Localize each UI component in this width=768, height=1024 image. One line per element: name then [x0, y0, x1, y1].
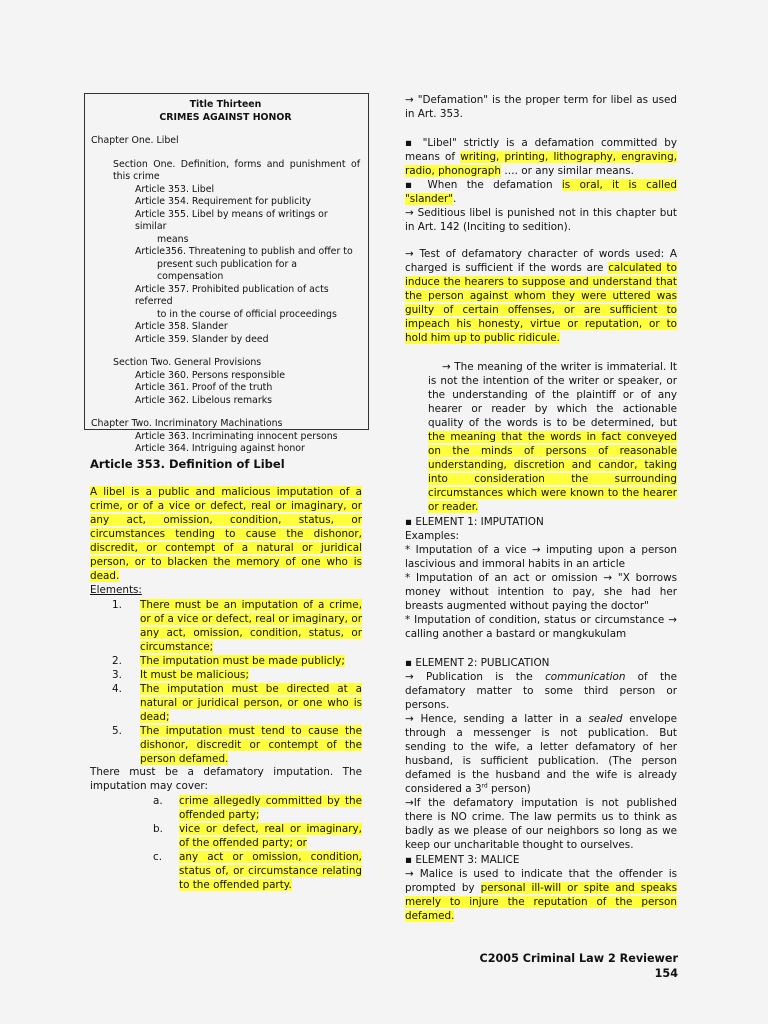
toc-article-label: Article 359. Slander by deed [135, 333, 269, 345]
toc-article [91, 395, 360, 408]
sealed-text: → Hence, sending a latter in a [405, 713, 589, 725]
defamatory-test-highlight: calculated to induce the hearers to suppose and understand that the person against whom they were uttered was guilty of certain offenses, or are sufficient to impeach his honesty, virtue or reputation, or to hold him up to public ridicule. [405, 262, 677, 344]
toc-article [91, 196, 360, 209]
list-number: 1. [112, 599, 122, 611]
list-text: crime allegedly committed by the offended party; [179, 795, 362, 821]
writer-meaning-text: → The meaning of the writer is immaterial. It is not the intention of the writer or speaker, or the understanding of the plaintiff or of any hearer or reader by which the actionable quality of the words is to be determined, but [428, 361, 677, 429]
list-number: c. [153, 851, 163, 863]
toc-section-two-articles [91, 370, 360, 408]
element-item [106, 654, 362, 668]
element-item [106, 724, 362, 766]
article-353-heading: Article 353. Definition of Libel [90, 457, 285, 471]
cover-item [153, 850, 362, 892]
element-2-sealed-envelope [405, 712, 677, 796]
sealed-emphasis: sealed [588, 713, 623, 725]
toc-article-label: Article 361. Proof of the truth [135, 382, 273, 393]
element-2-block [405, 656, 677, 852]
list-number: a. [153, 795, 163, 807]
element-1-example-act: * Imputation of an act or omission → "X borrows money without intention to pay, she had her breasts augmented without paying the doctor" [405, 572, 677, 612]
toc-subtitle: CRIMES AGAINST HONOR [159, 111, 292, 123]
element-item [106, 668, 362, 682]
toc-article [91, 382, 360, 395]
toc-article-label: Article 354. Requirement for publicity [135, 196, 312, 207]
toc-article [91, 246, 360, 284]
toc-article-label: Article356. Threatening to publish and offer to [135, 246, 353, 257]
page-footer [480, 951, 679, 981]
list-text: vice or defect, real or imaginary, of the offended party; or [179, 823, 362, 849]
list-text: The imputation must tend to cause the dishonor, discredit or contempt of the person defamed. [140, 725, 362, 765]
toc-chapter-two: Chapter Two. Incriminatory Machinations [91, 418, 283, 429]
toc-article [91, 431, 360, 444]
element-3-title: ▪ ELEMENT 3: MALICE [405, 854, 520, 866]
defamatory-test-text: → Test of defamatory character of words used: A charged is sufficient if the words are [405, 248, 677, 274]
toc-section-one-articles [91, 184, 360, 347]
malice-highlight: personal ill-will or spite and speaks merely to injure the reputation of the person defamed. [405, 882, 677, 922]
element-3-malice [405, 867, 677, 923]
publication-def-text: → Publication is the [405, 671, 546, 683]
list-text: It must be malicious; [140, 669, 249, 681]
element-1-block [405, 515, 677, 641]
list-text: The imputation must be made publicly; [140, 655, 345, 667]
element-2-no-crime: →If the defamatory imputation is not published there is NO crime. The law permits us to think as badly as we please of our neighbors so long as we keep our uncharitable thought to ourselves. [405, 797, 677, 851]
toc-article [91, 209, 360, 247]
toc-article-label: Article 362. Libelous remarks [135, 394, 273, 406]
toc-article-label: Article 353. Libel [135, 183, 215, 195]
toc-article-label: Article 360. Persons responsible [135, 369, 286, 381]
sealed-tail: person) [487, 783, 531, 795]
defamation-note: → "Defamation" is the proper term for libel as used in Art. 353. [405, 94, 677, 120]
libel-means-note [405, 136, 677, 206]
toc-section-one: Section One. Definition, forms and punishment of this crime [113, 158, 360, 182]
libel-means-highlight: writing, printing, lithography, engraving, radio, phonograph [405, 151, 677, 177]
toc-chapter-two-articles [91, 431, 360, 456]
toc-article [91, 321, 360, 334]
toc-article-label: Article 358. Slander [135, 321, 228, 332]
toc-article-label: Article 363. Incriminating innocent persons [135, 430, 338, 442]
element-3-block [405, 853, 677, 923]
element-2-publication-def [405, 670, 677, 712]
defamatory-test-note [405, 247, 677, 345]
list-text: The imputation must be directed at a natural or juridical person, or one who is dead; [140, 683, 362, 723]
table-of-contents-box [84, 93, 369, 454]
writer-meaning-highlight: the meaning that the words in fact conveyed on the minds of persons of reasonable understanding, discretion and candor, taking into consideration the surrounding circumstances which were known to the hearer or reader. [428, 431, 677, 513]
slander-highlight: is oral, it is called "slander" [405, 179, 677, 205]
toc-article-continuation: present such publication for a compensation [157, 258, 298, 282]
toc-title: Title Thirteen [189, 99, 262, 110]
list-number: 5. [112, 725, 122, 737]
elements-list [106, 598, 362, 766]
seditious-libel-note: → Seditious libel is punished not in this chapter but in Art. 142 (Inciting to sedition). [405, 207, 677, 233]
element-1-example-vice: * Imputation of a vice → imputing upon a person lascivious and immoral habits in an article [405, 544, 677, 570]
libel-definition [90, 485, 362, 583]
page-number: 154 [654, 967, 678, 980]
libel-means-tail: …. or any similar means. [500, 165, 634, 177]
writer-meaning-note [428, 360, 677, 514]
list-number: b. [153, 823, 163, 835]
malice-text: → Malice is used to indicate that the offender is prompted by [405, 868, 677, 894]
toc-chapter-one: Chapter One. Libel [91, 135, 179, 146]
sealed-middle: envelope through a messenger is not publication. But sending to the wife, a letter defamatory of her husband, is sufficient publication. (The person defamed is the husband and the wife is already considered a 3 [405, 713, 677, 795]
toc-article [91, 370, 360, 383]
list-number: 3. [112, 669, 122, 681]
cover-list [153, 794, 362, 892]
toc-article-label: Article 355. Libel by means of writings or similar [135, 208, 328, 232]
element-1-examples-label: Examples: [405, 530, 459, 542]
slander-text: ▪ When the defamation [405, 179, 562, 191]
cover-item [153, 822, 362, 850]
element-1-example-condition: * Imputation of condition, status or circumstance → calling another a bastard or mangkukulam [405, 614, 677, 640]
list-number: 4. [112, 683, 122, 695]
toc-article [91, 334, 360, 347]
list-text: any act or omission, condition, status of, or circumstance relating to the offended party. [179, 851, 362, 891]
libel-definition-highlight: A libel is a public and malicious imputation of a crime, or of a vice or defect, real or imaginary, or any act, omission, condition, status, or circumstances tending to cause the dishonor, discredit, or contempt of a natural or juridical person, or to blacken the memory of one who is dead. [90, 486, 362, 582]
elements-label: Elements: [90, 584, 142, 596]
toc-article [91, 284, 360, 322]
libel-means-text: ▪ "Libel" strictly is a defamation committed by means of [405, 137, 677, 163]
publication-def-emphasis: communication [545, 671, 626, 683]
toc-section-two: Section Two. General Provisions [113, 357, 262, 368]
element-item [106, 598, 362, 654]
footer-title: C2005 Criminal Law 2 Reviewer [479, 952, 678, 965]
element-2-title: ▪ ELEMENT 2: PUBLICATION [405, 657, 550, 669]
cover-item [153, 794, 362, 822]
toc-article-continuation: to in the course of official proceedings [157, 308, 337, 320]
toc-article [91, 184, 360, 197]
toc-article [91, 443, 360, 456]
slander-tail: . [453, 193, 457, 205]
element-item [106, 682, 362, 724]
publication-def-tail: of the defamatory matter to some third person or persons. [405, 671, 677, 711]
toc-article-label: Article 357. Prohibited publication of acts referred [135, 283, 329, 307]
third-superscript: rd [481, 782, 488, 790]
element-1-title: ▪ ELEMENT 1: IMPUTATION [405, 516, 544, 528]
list-text: There must be an imputation of a crime, or of a vice or defect, real or imaginary, or any act, omission, condition, status, or circumstance; [140, 599, 362, 653]
list-number: 2. [112, 655, 122, 667]
toc-article-label: Article 364. Intriguing against honor [135, 443, 305, 454]
cover-intro: There must be a defamatory imputation. The imputation may cover: [90, 766, 362, 792]
toc-article-continuation: means [157, 233, 189, 245]
